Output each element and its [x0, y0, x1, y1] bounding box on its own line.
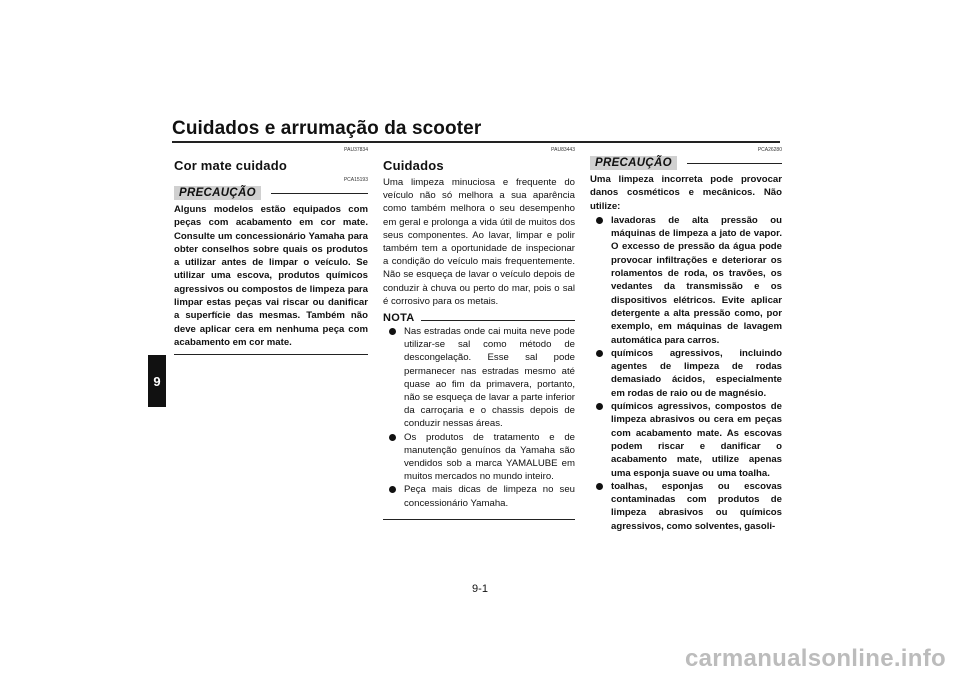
bullet-icon	[596, 403, 603, 410]
caution-rule	[687, 163, 782, 164]
section-heading-matte-care: Cor mate cuidado	[174, 158, 287, 173]
caution-code: PCA15193	[343, 177, 368, 183]
column-care	[383, 146, 575, 520]
chapter-tab: 9	[148, 355, 166, 407]
nota-end-rule	[383, 519, 575, 520]
page-title: Cuidados e arrumação da scooter	[172, 118, 482, 139]
bullet-icon	[596, 217, 603, 224]
caution-intro: Uma limpeza incorreta pode provocar danos cosméticos e mecânicos. Não utilize:	[590, 174, 782, 212]
header-rule	[172, 141, 780, 143]
watermark: carmanualsonline.info	[684, 645, 946, 672]
bullet-icon	[596, 483, 603, 490]
column-matte-care	[174, 146, 368, 355]
page-number: 9-1	[472, 583, 488, 595]
column-caution-cleaning	[590, 146, 782, 533]
nota-rule	[421, 320, 575, 321]
caution-code: PCA26280	[757, 147, 782, 153]
section-code: PAU83443	[551, 147, 575, 153]
nota-list	[383, 325, 575, 510]
list-item: Nas estradas onde cai muita neve pode utilizar-se sal como método de descongelação. Esse sal pode permanecer nas estradas mesmo até quase ao fim da primavera, portanto, não se esqueça de lavar a parte inferior da carroçaria e o chassis depois de conduzir nessas áreas.	[383, 325, 575, 431]
nota-label: NOTA	[383, 312, 415, 325]
caution-list	[590, 214, 782, 533]
list-item: toalhas, esponjas ou escovas contaminadas com produtos de limpeza abrasivos ou químicos agressivos, como solventes, gasoli-	[590, 480, 782, 533]
caution-rule	[271, 193, 368, 194]
list-item: Peça mais dicas de limpeza no seu concessionário Yamaha.	[383, 483, 575, 509]
caution-text: Alguns modelos estão equipados com peças com acabamento em cor mate. Consulte um concessionário Yamaha para obter conselhos sobre quais os produtos a utilizar antes de limpar o veículo. Se utilizar uma escova, produtos químicos agressivos ou compostos de limpeza para limpar estas peças vai riscar ou danificar a superfície das mesmas. Também não deve aplicar cera em nenhuma peça com acabamento em cor mate.	[174, 204, 368, 348]
bullet-icon	[596, 350, 603, 357]
care-body-text: Uma limpeza minuciosa e frequente do veículo não só melhora a sua aparência como também melhora o seu desempenho em geral e prolonga a vida útil de muitos dos seus componentes. Ao lavar, limpar e polir também tem a oportunidade de inspecionar a condição do veículo mais frequentemente. Não se esqueça de lavar o veículo depois de conduzir à chuva ou perto do mar, pois o sal é corrosivo para os metais.	[383, 177, 575, 307]
nota-header	[383, 312, 575, 324]
caution-label: PRECAUÇÃO	[174, 186, 261, 200]
bullet-icon	[389, 434, 396, 441]
bullet-icon	[389, 486, 396, 493]
caution-end-rule	[174, 354, 368, 355]
list-item: químicos agressivos, compostos de limpeza abrasivos ou cera em peças com acabamento mate. As escovas podem riscar e danificar o acabamento mate, utilize apenas uma esponja suave ou uma toalha.	[590, 400, 782, 480]
list-item: Os produtos de tratamento e de manutenção genuínos da Yamaha são vendidos sob a marca YAMALUBE em muitos mercados no mundo inteiro.	[383, 431, 575, 484]
list-item: lavadoras de alta pressão ou máquinas de limpeza a jato de vapor. O excesso de pressão da água pode provocar infiltrações e deteriorar os rolamentos de roda, os travões, os vedantes da transmissão e os dispositivos elétricos. Evite aplicar detergente a alta pressão como, por exemplo, em máquinas de lavagem automática para carros.	[590, 214, 782, 347]
bullet-icon	[389, 328, 396, 335]
section-code: PAU37834	[344, 147, 368, 153]
caution-header	[590, 156, 782, 170]
caution-header	[174, 186, 368, 200]
section-heading-care: Cuidados	[383, 158, 444, 173]
list-item: químicos agressivos, incluindo agentes de limpeza de rodas demasiado ácidos, especialmente em rodas de raio ou de magnésio.	[590, 347, 782, 400]
caution-label: PRECAUÇÃO	[590, 156, 677, 170]
